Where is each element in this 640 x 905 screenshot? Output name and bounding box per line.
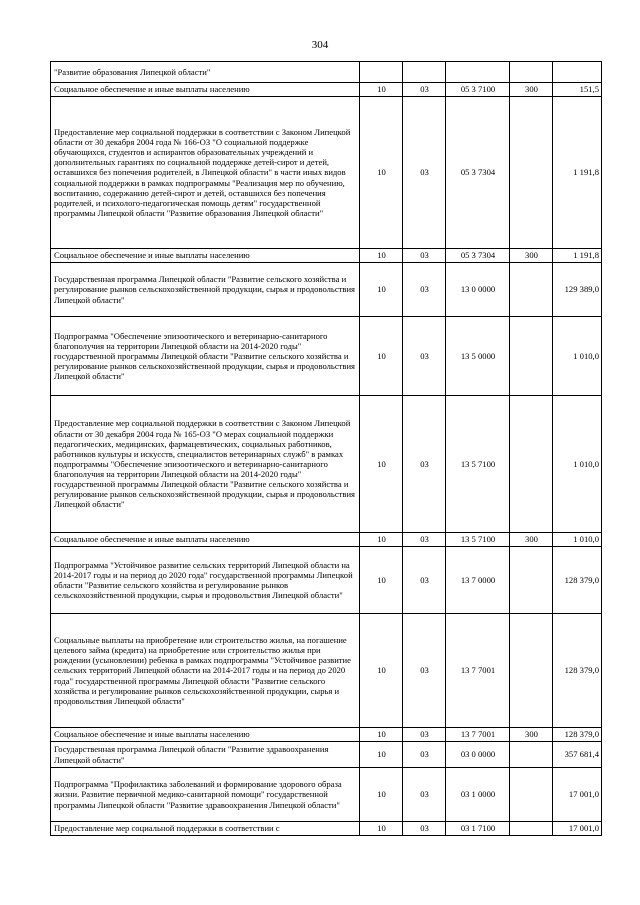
row-name-cell: Социальное обеспечение и иные выплаты населению (51, 728, 360, 742)
amount-cell: 128 379,0 (553, 547, 602, 614)
expense-type-cell: 300 (510, 83, 553, 97)
subsection-cell: 03 (403, 728, 446, 742)
section-cell: 10 (360, 768, 403, 822)
table-row (51, 614, 602, 728)
expense-type-cell (510, 614, 553, 728)
amount-cell: 1 191,8 (553, 97, 602, 249)
table-row (51, 317, 602, 396)
expense-type-cell (510, 62, 553, 83)
amount-cell: 1 010,0 (553, 533, 602, 547)
expense-type-cell (510, 396, 553, 533)
subsection-cell: 03 (403, 97, 446, 249)
amount-cell: 1 010,0 (553, 317, 602, 396)
row-name-cell: Подпрограмма "Профилактика заболеваний и формирование здорового образа жизни. Развитие первичной медико-санитарной помощи" государственной программы Липецкой области "Развитие здравоохранения Липецкой области" (51, 768, 360, 822)
subsection-cell: 03 (403, 396, 446, 533)
table-row (51, 249, 602, 263)
target-article-cell: 13 0 0000 (446, 263, 510, 317)
subsection-cell: 03 (403, 742, 446, 768)
table-row (51, 263, 602, 317)
subsection-cell: 03 (403, 83, 446, 97)
table-row (51, 83, 602, 97)
amount-cell (553, 62, 602, 83)
target-article-cell: 13 5 7100 (446, 396, 510, 533)
section-cell: 10 (360, 742, 403, 768)
target-article-cell: 13 5 7100 (446, 533, 510, 547)
expense-type-cell (510, 97, 553, 249)
section-cell: 10 (360, 317, 403, 396)
section-cell: 10 (360, 822, 403, 836)
table-row (51, 742, 602, 768)
row-name-cell: Подпрограмма "Устойчивое развитие сельских территорий Липецкой области на 2014-2017 годы и на период до 2020 года" государственной программы Липецкой области "Развитие сельского хозяйства и регулирование рынков сельскохозяйственной продукции, сырья и продовольствия Липецкой области" (51, 547, 360, 614)
target-article-cell: 13 7 7001 (446, 728, 510, 742)
target-article-cell: 05 3 7304 (446, 97, 510, 249)
row-name-cell: Предоставление мер социальной поддержки в соответствии с Законом Липецкой области от 30 декабря 2004 года № 165-ОЗ "О мерах социальной поддержки педагогических, медицинских, фармацевтических, социальных работников, работников культуры и искусств, специалистов ветеринарных служб" в рамках подпрограммы "Обеспечение эпизоотического и ветеринарно-санитарного благополучия на территории Липецкой области на 2014-2020 годы" государственной программы Липецкой области "Развитие сельского хозяйства и регулирование рынков сельскохозяйственной продукции, сырья и продовольствия Липецкой области" (51, 396, 360, 533)
budget-table-body (51, 62, 602, 836)
expense-type-cell: 300 (510, 249, 553, 263)
subsection-cell: 03 (403, 249, 446, 263)
expense-type-cell: 300 (510, 533, 553, 547)
amount-cell: 128 379,0 (553, 728, 602, 742)
amount-cell: 151,5 (553, 83, 602, 97)
target-article-cell: 13 5 0000 (446, 317, 510, 396)
amount-cell: 357 681,4 (553, 742, 602, 768)
expense-type-cell (510, 317, 553, 396)
target-article-cell: 03 0 0000 (446, 742, 510, 768)
expense-type-cell (510, 742, 553, 768)
subsection-cell: 03 (403, 614, 446, 728)
target-article-cell (446, 62, 510, 83)
target-article-cell: 13 7 7001 (446, 614, 510, 728)
section-cell: 10 (360, 728, 403, 742)
section-cell: 10 (360, 249, 403, 263)
amount-cell: 17 001,0 (553, 768, 602, 822)
target-article-cell: 05 3 7304 (446, 249, 510, 263)
section-cell: 10 (360, 547, 403, 614)
section-cell: 10 (360, 614, 403, 728)
row-name-cell: Социальные выплаты на приобретение или строительство жилья, на погашение целевого займа (кредита) на приобретение или строительство жилья при рождении (усыновлении) ребенка в рамках подпрограммы "Устойчивое развитие сельских территорий Липецкой области на 2014-2017 годы и на период до 2020 года" государственной программы Липецкой области "Развитие сельского хозяйства и регулирование рынков сельскохозяйственной продукции, сырья и продовольствия Липецкой области" (51, 614, 360, 728)
expense-type-cell (510, 822, 553, 836)
row-name-cell: Социальное обеспечение и иные выплаты населению (51, 533, 360, 547)
amount-cell: 1 191,8 (553, 249, 602, 263)
row-name-cell: Государственная программа Липецкой области "Развитие здравоохранения Липецкой области" (51, 742, 360, 768)
target-article-cell: 05 3 7100 (446, 83, 510, 97)
expense-type-cell (510, 547, 553, 614)
subsection-cell: 03 (403, 533, 446, 547)
table-row (51, 97, 602, 249)
section-cell: 10 (360, 396, 403, 533)
row-name-cell: Предоставление мер социальной поддержки в соответствии с (51, 822, 360, 836)
table-row (51, 533, 602, 547)
table-row (51, 396, 602, 533)
row-name-cell: Подпрограмма "Обеспечение эпизоотического и ветеринарно-санитарного благополучия на территории Липецкой области на 2014-2020 годы" государственной программы Липецкой области "Развитие сельского хозяйства и регулирование рынков сельскохозяйственной продукции, сырья и продовольствия Липецкой области" (51, 317, 360, 396)
table-row (51, 62, 602, 83)
table-row (51, 768, 602, 822)
subsection-cell: 03 (403, 263, 446, 317)
subsection-cell: 03 (403, 822, 446, 836)
budget-table (50, 61, 602, 836)
row-name-cell: "Развитие образования Липецкой области" (51, 62, 360, 83)
table-row (51, 822, 602, 836)
amount-cell: 128 379,0 (553, 614, 602, 728)
row-name-cell: Социальное обеспечение и иные выплаты населению (51, 249, 360, 263)
section-cell: 10 (360, 83, 403, 97)
table-row (51, 728, 602, 742)
row-name-cell: Государственная программа Липецкой области "Развитие сельского хозяйства и регулирование рынков сельскохозяйственной продукции, сырья и продовольствия Липецкой области" (51, 263, 360, 317)
row-name-cell: Социальное обеспечение и иные выплаты населению (51, 83, 360, 97)
expense-type-cell (510, 768, 553, 822)
target-article-cell: 13 7 0000 (446, 547, 510, 614)
section-cell: 10 (360, 263, 403, 317)
subsection-cell: 03 (403, 317, 446, 396)
target-article-cell: 03 1 7100 (446, 822, 510, 836)
subsection-cell: 03 (403, 768, 446, 822)
subsection-cell (403, 62, 446, 83)
section-cell (360, 62, 403, 83)
page-number: 304 (311, 39, 329, 51)
expense-type-cell (510, 263, 553, 317)
section-cell: 10 (360, 533, 403, 547)
expense-type-cell: 300 (510, 728, 553, 742)
amount-cell: 17 001,0 (553, 822, 602, 836)
row-name-cell: Предоставление мер социальной поддержки в соответствии с Законом Липецкой области от 30 декабря 2004 года № 166-ОЗ "О социальной поддержке обучающихся, студентов и аспирантов образовательных учреждений и дополнительных гарантиях по социальной поддержке детей-сирот и детей, оставшихся без попечения родителей, в Липецкой области" в части иных видов социальной поддержки в рамках подпрограммы "Реализация мер по обучению, воспитанию, содержанию детей-сирот и детей, оставшихся без попечения родителей, и психолого-педагогическая помощь детям" государственной программы Липецкой области "Развитие образования Липецкой области" (51, 97, 360, 249)
section-cell: 10 (360, 97, 403, 249)
amount-cell: 129 389,0 (553, 263, 602, 317)
amount-cell: 1 010,0 (553, 396, 602, 533)
table-row (51, 547, 602, 614)
target-article-cell: 03 1 0000 (446, 768, 510, 822)
subsection-cell: 03 (403, 547, 446, 614)
